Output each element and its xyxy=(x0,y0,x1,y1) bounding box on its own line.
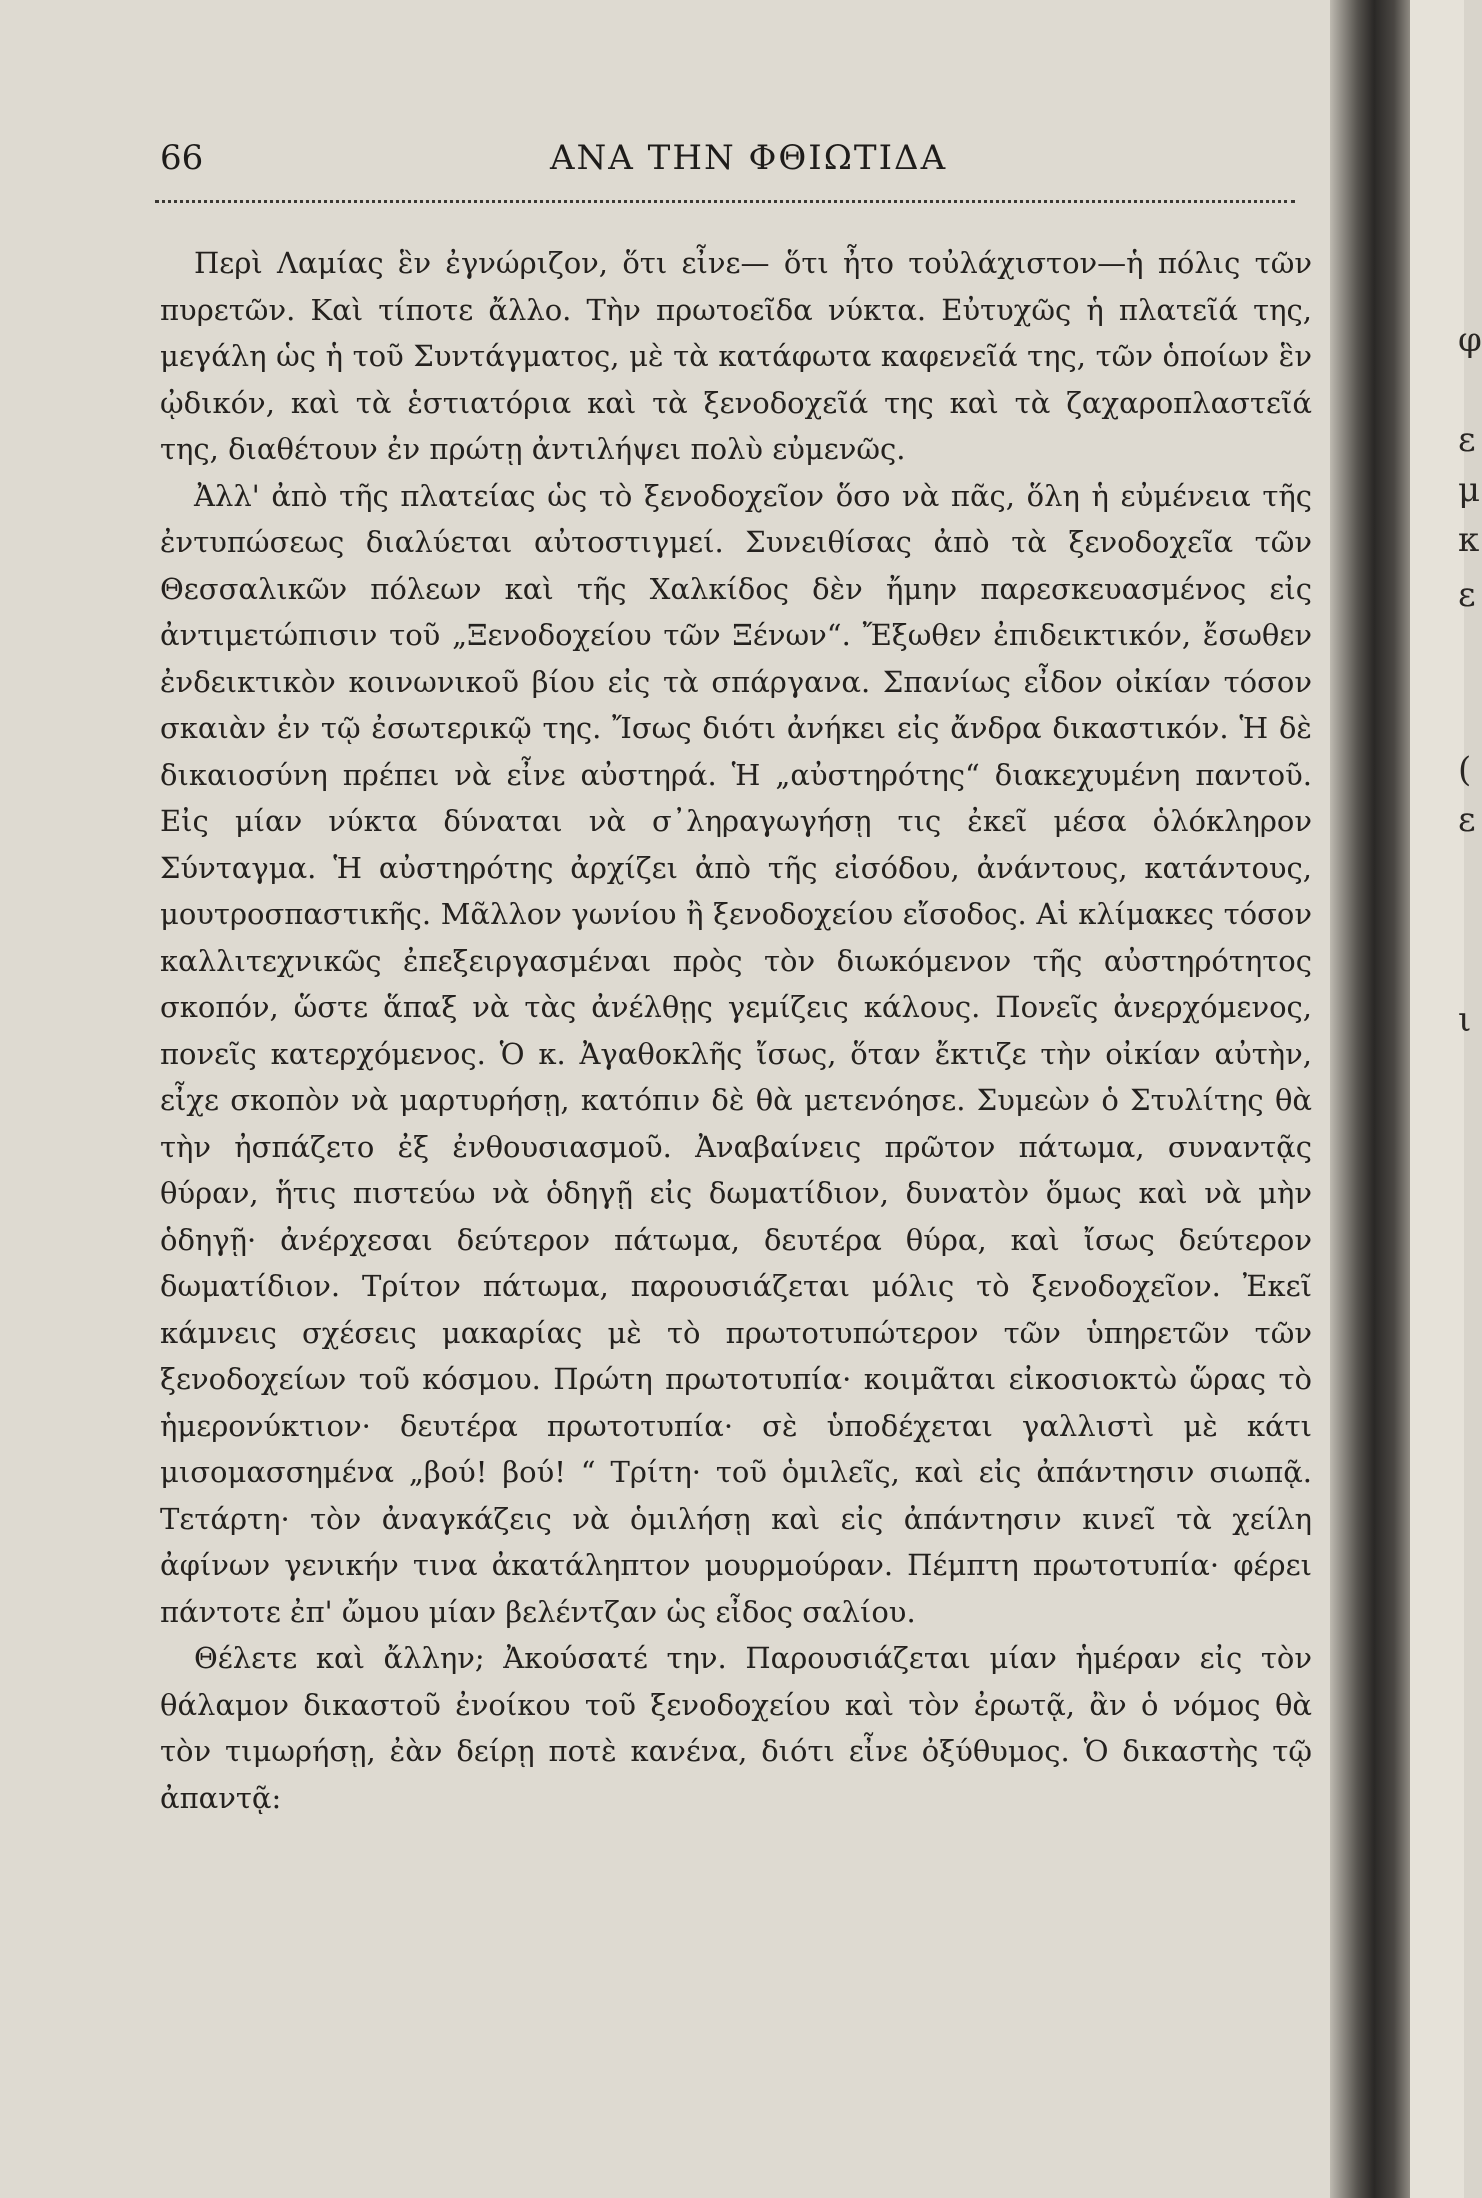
facing-page-letter: κ xyxy=(1458,520,1480,560)
paragraph: Περὶ Λαμίας ἓν ἐγνώριζον, ὅτι εἶνε— ὅτι ἦτο τοὐλάχιστον—ἡ πόλις τῶν πυρετῶν. Καὶ τίποτε ἄλλο. Τὴν πρωτοεῖδα νύκτα. Εὐτυχῶς ἡ πλατεῖά της, μεγάλη ὡς ἡ τοῦ Συντάγματος, μὲ τὰ κατάφωτα καφενεῖά της, τῶν ὁποίων ἓν ᾠδικόν, καὶ τὰ ἑστιατόρια καὶ τὰ ξενοδοχεῖά της καὶ τὰ ζαχαροπλαστεῖά της, διαθέτουν ἐν πρώτῃ ἀντιλήψει πολὺ εὐμενῶς. xyxy=(160,246,1312,466)
paragraph: Θέλετε καὶ ἄλλην; Ἀκούσατέ την. Παρουσιάζεται μίαν ἡμέραν εἰς τὸν θάλαμον δικαστοῦ ἐνοίκου τοῦ ξενοδοχείου καὶ τὸν ἐρωτᾷ, ἂν ὁ νόμος θὰ τὸν τιμωρήσῃ, ἐὰν δείρῃ ποτὲ κανένα, διότι εἶνε ὀξύθυμος. Ὁ δικαστὴς τῷ ἀπαντᾷ: xyxy=(160,1641,1312,1815)
facing-page-edge xyxy=(1410,0,1482,2198)
header-rule xyxy=(155,200,1295,203)
page-number: 66 xyxy=(160,138,204,178)
running-head: ΑΝΑ ΤΗΝ ΦΘΙΩΤΙΔΑ xyxy=(550,138,948,178)
page-header xyxy=(150,138,1300,198)
facing-page-letter: ( xyxy=(1458,750,1472,790)
body-text xyxy=(160,240,1312,1821)
book-gutter xyxy=(1330,0,1410,2198)
facing-page-letter: ε xyxy=(1458,420,1476,460)
facing-page-letter: ε xyxy=(1458,800,1476,840)
facing-page-letter: μ xyxy=(1458,470,1481,510)
facing-page-letter: φ xyxy=(1458,320,1482,360)
facing-page-letter: ε xyxy=(1458,575,1476,615)
paragraph: Ἀλλ' ἀπὸ τῆς πλατείας ὡς τὸ ξενοδοχεῖον ὅσο νὰ πᾶς, ὅλη ἡ εὐμένεια τῆς ἐντυπώσεως διαλύεται αὐτοστιγμεί. Συνειθίσας ἀπὸ τὰ ξενοδοχεῖα τῶν Θεσσαλικῶν πόλεων καὶ τῆς Χαλκίδος δὲν ἤμην παρεσκευασμένος εἰς ἀντιμετώπισιν τοῦ „Ξενοδοχείου τῶν Ξένων“. Ἔξωθεν ἐπιδεικτικόν, ἔσωθεν ἐνδεικτικὸν κοινωνικοῦ βίου εἰς τὰ σπάργανα. Σπανίως εἶδον οἰκίαν τόσον σκαιὰν ἐν τῷ ἐσωτερικῷ της. Ἴσως διότι ἀνήκει εἰς ἄνδρα δικαστικόν. Ἡ δὲ δικαιοσύνη πρέπει νὰ εἶνε αὐστηρά. Ἡ „αὐστηρότης“ διακεχυμένη παντοῦ. Εἰς μίαν νύκτα δύναται νὰ σ᾽ληραγωγήσῃ τις ἐκεῖ μέσα ὁλόκληρον Σύνταγμα. Ἡ αὐστηρότης ἀρχίζει ἀπὸ τῆς εἰσόδου, ἀνάντους, κατάντους, μουτροσπαστικῆς. Μᾶλλον γωνίου ἢ ξενοδοχείου εἴσοδος. Αἱ κλίμακες τόσον καλλιτεχνικῶς ἐπεξειργασμέναι πρὸς τὸν διωκόμενον τῆς αὐστηρότητος σκοπόν, ὥστε ἅπαξ νὰ τὰς ἀνέλθῃς γεμίζεις κάλους. Πονεῖς ἀνερχόμενος, πονεῖς κατερχόμενος. Ὁ κ. Ἀγαθοκλῆς ἴσως, ὅταν ἔκτιζε τὴν οἰκίαν αὐτὴν, εἶχε σκοπὸν νὰ μαρτυρήσῃ, κατόπιν δὲ θὰ μετενόησε. Συμεὼν ὁ Στυλίτης θὰ τὴν ἠσπάζετο ἐξ ἐνθουσιασμοῦ. Ἀναβαίνεις πρῶτον πάτωμα, συναντᾷς θύραν, ἥτις πιστεύω νὰ ὁδηγῇ εἰς δωματίδιον, δυνατὸν ὅμως καὶ νὰ μὴν ὁδηγῇ· ἀνέρχεσαι δεύτερον πάτωμα, δευτέρα θύρα, καὶ ἴσως δεύτερον δωματίδιον. Τρίτον πάτωμα, παρουσιάζεται μόλις τὸ ξενοδοχεῖον. Ἐκεῖ κάμνεις σχέσεις μακαρίας μὲ τὸ πρωτοτυπώτερον τῶν ὑπηρετῶν τῶν ξενοδοχείων τοῦ κόσμου. Πρώτη πρωτοτυπία· κοιμᾶται εἰκοσιοκτὼ ὥρας τὸ ἡμερονύκτιον· δευτέρα πρωτοτυπία· σὲ ὑποδέχεται γαλλιστὶ μὲ κάτι μισομασσημένα „βού! βού! “ Τρίτη· τοῦ ὁμιλεῖς, καὶ εἰς ἀπάντησιν σιωπᾷ. Τετάρτη· τὸν ἀναγκάζεις νὰ ὁμιλήσῃ καὶ εἰς ἀπάντησιν κινεῖ τὰ χείλη ἀφίνων γενικήν τινα ἀκατάληπτον μουρμούραν. Πέμπτη πρωτοτυπία· φέρει πάντοτε ἐπ' ὤμου μίαν βελέντζαν ὡς εἶδος σαλίου. xyxy=(160,478,1312,1629)
facing-page-letter: ι xyxy=(1458,1000,1472,1040)
